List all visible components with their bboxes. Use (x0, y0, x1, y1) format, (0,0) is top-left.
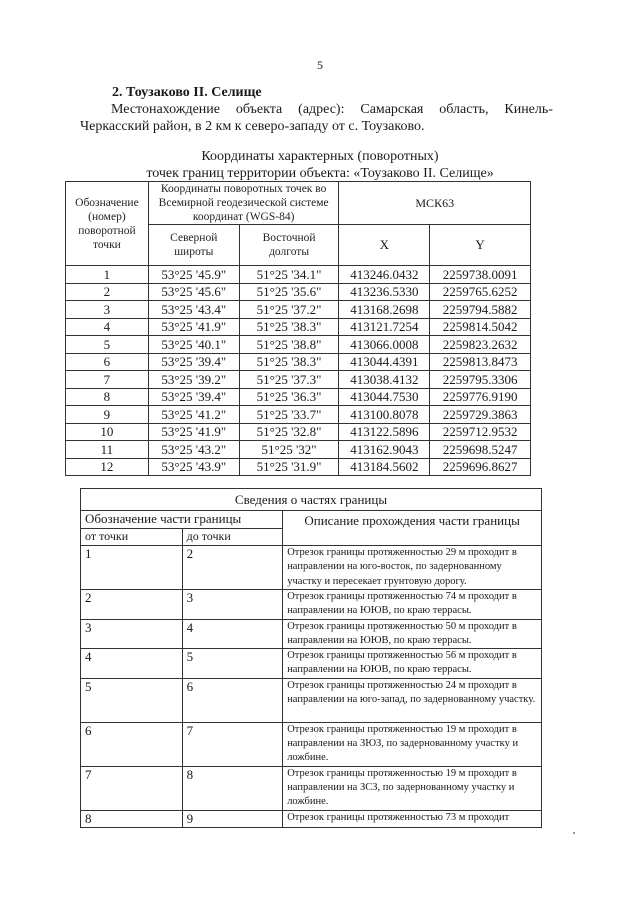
table-row (66, 406, 531, 424)
header-y: Y (430, 225, 531, 266)
address-word: объекта (235, 102, 283, 117)
cell-x: 413044.7530 (339, 388, 430, 406)
cell-from: 5 (81, 678, 183, 722)
page-number: 5 (317, 58, 323, 72)
table-row (81, 590, 542, 620)
cell-lat: 53°25 '39.2" (148, 371, 239, 389)
cell-lon: 51°25 '32.8" (239, 423, 339, 441)
cell-point: 4 (66, 318, 149, 336)
cell-lat: 53°25 '45.9" (148, 266, 239, 284)
cell-lon: 51°25 '38.3" (239, 318, 339, 336)
header-msk63: МСК63 (339, 182, 531, 225)
cell-y: 2259823.2632 (430, 336, 531, 354)
cell-point: 9 (66, 406, 149, 424)
cell-description: Отрезок границы протяженностью 19 м проходит в направлении на ЗСЗ, по задернованному участку и ложбине. (283, 766, 542, 810)
cell-description: Отрезок границы протяженностью 56 м проходит в направлении на ЮЮВ, по краю террасы. (283, 649, 542, 679)
cell-lon: 51°25 '31.9" (239, 458, 339, 476)
table-row (66, 336, 531, 354)
address-line-1 (80, 101, 553, 118)
cell-y: 2259776.9190 (430, 388, 531, 406)
cell-description: Отрезок границы протяженностью 29 м проходит в направлении на юго-восток, по задернованному участку и пересекает грунтовую дорогу. (283, 546, 542, 590)
cell-y: 2259696.8627 (430, 458, 531, 476)
coordinates-table (65, 181, 531, 476)
table-row (81, 649, 542, 679)
cell-lat: 53°25 '41.9" (148, 318, 239, 336)
cell-to: 4 (182, 619, 283, 649)
cell-point: 1 (66, 266, 149, 284)
table-row (66, 266, 531, 284)
header-from-point: от точки (81, 529, 183, 546)
table-row (81, 546, 542, 590)
cell-x: 413246.0432 (339, 266, 430, 284)
cell-point: 2 (66, 283, 149, 301)
scan-artifact (573, 832, 575, 834)
cell-to: 9 (182, 810, 283, 827)
address-word: (адрес): (298, 102, 345, 117)
table-row (66, 301, 531, 319)
boundary-parts-table (80, 488, 542, 828)
cell-x: 413184.5602 (339, 458, 430, 476)
cell-lat: 53°25 '43.2" (148, 441, 239, 459)
cell-lon: 51°25 '37.2" (239, 301, 339, 319)
cell-lat: 53°25 '39.4" (148, 388, 239, 406)
cell-description: Отрезок границы протяженностью 19 м проходит в направлении на ЗЮЗ, по задернованному участку и ложбине. (283, 722, 542, 766)
header-row (81, 511, 542, 529)
cell-point: 5 (66, 336, 149, 354)
address-word: Местонахождение (111, 102, 221, 117)
header-row (66, 182, 531, 225)
cell-x: 413121.7254 (339, 318, 430, 336)
cell-description: Отрезок границы протяженностью 50 м проходит в направлении на ЮЮВ, по краю террасы. (283, 619, 542, 649)
cell-to: 8 (182, 766, 283, 810)
coord-table-caption (60, 148, 580, 182)
cell-to: 3 (182, 590, 283, 620)
cell-y: 2259795.3306 (430, 371, 531, 389)
address-word: Самарская (360, 102, 424, 117)
cell-y: 2259765.6252 (430, 283, 531, 301)
cell-point: 3 (66, 301, 149, 319)
cell-y: 2259712.9532 (430, 423, 531, 441)
cell-x: 413168.2698 (339, 301, 430, 319)
table-row (66, 318, 531, 336)
table-row (66, 283, 531, 301)
table-row (81, 810, 542, 827)
cell-from: 3 (81, 619, 183, 649)
cell-point: 8 (66, 388, 149, 406)
table-row (66, 458, 531, 476)
cell-lon: 51°25 '35.6" (239, 283, 339, 301)
header-to-point: до точки (182, 529, 283, 546)
cell-description: Отрезок границы протяженностью 24 м проходит в направлении на юго-запад, по задернованному участку. (283, 678, 542, 722)
cell-lon: 51°25 '34.1" (239, 266, 339, 284)
cell-lat: 53°25 '41.9" (148, 423, 239, 441)
cell-lon: 51°25 '36.3" (239, 388, 339, 406)
header-wgs84: Координаты поворотных точек во Всемирной геодезической системе координат (WGS-84) (148, 182, 339, 225)
cell-description: Отрезок границы протяженностью 73 м проходит (283, 810, 542, 827)
address-word: область, (439, 102, 489, 117)
cell-y: 2259738.0091 (430, 266, 531, 284)
section-title: 2. Тоузаково II. Селище (112, 85, 262, 100)
cell-from: 4 (81, 649, 183, 679)
table-row (81, 678, 542, 722)
cell-description: Отрезок границы протяженностью 74 м проходит в направлении на ЮЮВ, по краю террасы. (283, 590, 542, 620)
title-row (81, 489, 542, 511)
cell-lat: 53°25 '41.2" (148, 406, 239, 424)
table-row (81, 766, 542, 810)
cell-y: 2259814.5042 (430, 318, 531, 336)
address-word: Кинель- (504, 102, 553, 117)
cell-lon: 51°25 '32" (239, 441, 339, 459)
parts-table-title: Сведения о частях границы (81, 489, 542, 511)
cell-lon: 51°25 '38.8" (239, 336, 339, 354)
cell-to: 5 (182, 649, 283, 679)
cell-to: 2 (182, 546, 283, 590)
cell-from: 7 (81, 766, 183, 810)
cell-point: 6 (66, 353, 149, 371)
cell-to: 6 (182, 678, 283, 722)
table-row (66, 371, 531, 389)
table-row (81, 722, 542, 766)
cell-lat: 53°25 '40.1" (148, 336, 239, 354)
table-row (66, 423, 531, 441)
cell-y: 2259794.5882 (430, 301, 531, 319)
cell-from: 8 (81, 810, 183, 827)
cell-x: 413236.5330 (339, 283, 430, 301)
cell-x: 413066.0008 (339, 336, 430, 354)
cell-from: 1 (81, 546, 183, 590)
cell-lat: 53°25 '43.4" (148, 301, 239, 319)
table-row (66, 388, 531, 406)
cell-x: 413038.4132 (339, 371, 430, 389)
cell-from: 2 (81, 590, 183, 620)
table-row (66, 441, 531, 459)
table-row (66, 353, 531, 371)
cell-point: 12 (66, 458, 149, 476)
cell-lat: 53°25 '43.9" (148, 458, 239, 476)
header-longitude: Восточной долготы (239, 225, 339, 266)
header-point-id: Обозначение (номер) поворотной точки (66, 182, 149, 266)
cell-lon: 51°25 '37.3" (239, 371, 339, 389)
caption-line-1: Координаты характерных (поворотных) (201, 149, 439, 164)
cell-point: 10 (66, 423, 149, 441)
cell-y: 2259813.8473 (430, 353, 531, 371)
caption-line-2: точек границ территории объекта: «Тоузаково II. Селище» (146, 166, 494, 181)
cell-x: 413044.4391 (339, 353, 430, 371)
header-designation: Обозначение части границы (81, 511, 283, 529)
cell-from: 6 (81, 722, 183, 766)
header-x: X (339, 225, 430, 266)
cell-lat: 53°25 '45.6" (148, 283, 239, 301)
address-line-2: Черкасский район, в 2 км к северо-западу от с. Тоузаково. (80, 119, 425, 134)
header-description: Описание прохождения части границы (283, 511, 542, 546)
cell-y: 2259698.5247 (430, 441, 531, 459)
table-row (81, 619, 542, 649)
header-latitude: Северной широты (148, 225, 239, 266)
cell-x: 413162.9043 (339, 441, 430, 459)
cell-to: 7 (182, 722, 283, 766)
cell-y: 2259729.3863 (430, 406, 531, 424)
cell-lon: 51°25 '38.3" (239, 353, 339, 371)
cell-point: 11 (66, 441, 149, 459)
object-address (80, 101, 553, 135)
cell-lat: 53°25 '39.4" (148, 353, 239, 371)
cell-lon: 51°25 '33.7" (239, 406, 339, 424)
cell-point: 7 (66, 371, 149, 389)
cell-x: 413100.8078 (339, 406, 430, 424)
cell-x: 413122.5896 (339, 423, 430, 441)
